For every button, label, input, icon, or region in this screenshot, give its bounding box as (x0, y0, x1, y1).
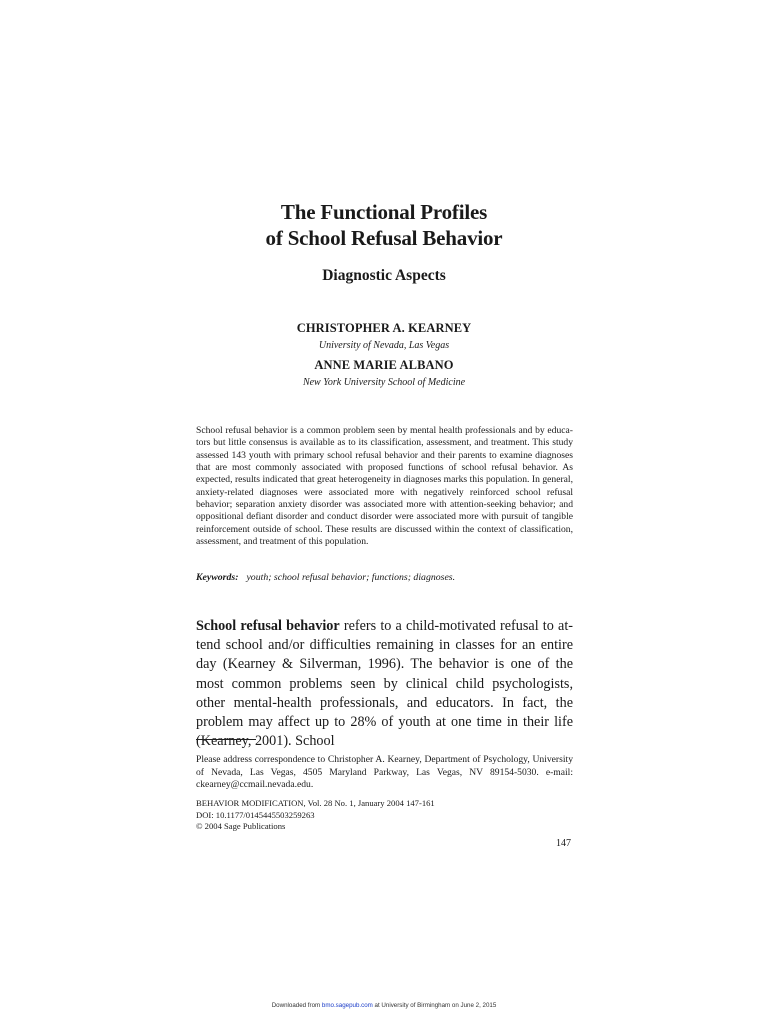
body-text: refers to a child-motivated refusal to attend school and/or difficulties remaining in classes for an entire day (Kearney & Silverman, 1996). The behavior is one of the most common problems seen by clinical child psychologists, other mental-health professionals, and educators. In fact, the problem may affect up to 28% of youth at one time in their life (Kearney, 2001). School (196, 618, 573, 750)
author-affiliation-2: New York University School of Medicine (302, 377, 466, 388)
author-affiliation-1: University of Nevada, Las Vegas (318, 340, 450, 351)
article-title (0, 199, 768, 251)
journal-info (196, 798, 435, 833)
body-lead-term: School refusal behavior (196, 618, 340, 634)
journal-copyright: © 2004 Sage Publications (196, 821, 286, 832)
journal-doi: DOI: 10.1177/0145445503259263 (196, 809, 315, 820)
article-subtitle: Diagnostic Aspects (322, 267, 446, 284)
author-name-2: ANNE MARIE ALBANO (314, 358, 454, 372)
keywords-line (196, 572, 455, 583)
page-number: 147 (556, 838, 571, 849)
journal-citation: BEHAVIOR MODIFICATION, Vol. 28 No. 1, January 2004 147-161 (196, 798, 435, 808)
author-name-1: CHRISTOPHER A. KEARNEY (296, 321, 472, 335)
keywords-label: Keywords: (196, 572, 239, 583)
title-line-1: The Functional Profiles (280, 200, 488, 224)
download-prefix: Downloaded from (271, 1002, 322, 1009)
download-source-link[interactable]: bmo.sagepub.com (321, 1002, 373, 1009)
correspondence-footnote: Please address correspondence to Christopher A. Kearney, Department of Psychology, University of Nevada, Las Vegas, 4505 Maryland Parkway, Las Vegas, NV 89154-5030. e-mail: ckearney@ccmail.nevada.edu. (196, 754, 573, 791)
title-line-2: of School Refusal Behavior (265, 226, 503, 250)
abstract-text: School refusal behavior is a common problem seen by mental health professionals and by educators but little consensus is available as to its classification, assessment, and treatment. This study assessed 143 youth with primary school refusal behavior and their parents to examine diagnoses that are most commonly associated with proposed functions of school refusal behavior. As expected, results indicated that great heterogeneity in diagnoses marks this population. In general, anxiety-related diagnoses were associated more with negatively reinforced school refusal behavior; separation anxiety disorder was associated more with attention-seeking behavior; and oppositional defiant disorder and conduct disorder were associated more with pursuit of tangible reinforcement outside of school. These results are discussed within the context of classification, assessment, and treatment of this population. (196, 425, 573, 548)
footnote-divider (196, 739, 256, 740)
keywords-list: youth; school refusal behavior; functions; diagnoses. (246, 572, 456, 583)
download-suffix: at University of Birmingham on June 2, 2015 (372, 1002, 497, 1009)
body-paragraph (196, 617, 573, 751)
download-notice (0, 1002, 768, 1009)
